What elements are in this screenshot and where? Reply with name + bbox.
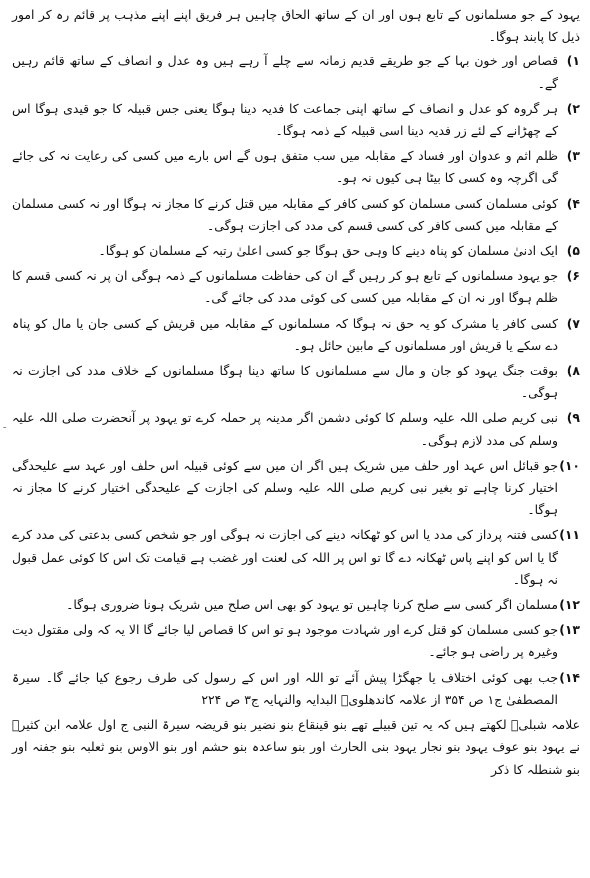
clause-number: ۵)	[566, 243, 580, 259]
clause-number: ۱۴)	[559, 669, 580, 685]
clause-text: مسلمان اگر کسی سے صلح کرنا چاہیں تو یہود کو بھی اس صلح میں شریک ہونا ضروری ہوگا۔	[66, 597, 558, 613]
clause-text: جو قبائل اس عہد اور حلف میں شریک ہیں اگر ان میں سے کوئی قبیلہ اس حلف اور عہد سے علیحدگی اختیار کرنا چاہے تو بغیر نبی کریم صلی اللہ علیہ وسلم کی اجازت کے علیحدگی اختیار کرنے کا مجاز نہ ہوگا۔	[12, 457, 558, 518]
clause-list	[12, 50, 580, 711]
clause-6	[12, 265, 580, 309]
clause-text: کسی کافر یا مشرک کو یہ حق نہ ہوگا کہ مسلمانوں کے مقابلہ میں قریش کے کسی جان یا مال کو پناہ دے سکے یا قریش اور مسلمانوں کے مابین حائل ہو۔	[12, 315, 558, 353]
margin-mark: -	[3, 422, 7, 433]
clause-number: ۱)	[566, 53, 580, 69]
clause-8	[12, 360, 580, 404]
clause-number: ۳)	[566, 148, 580, 164]
footer-paragraph: علامہ شبلیؒ لکھتے ہیں کہ یہ تین قبیلے تھے بنو قینقاع بنو نضیر بنو قریضہ سیرۃ النبی ج اول علامہ ابن کثیرؒ نے یہود بنو عوف یہود بنو نجار یہود بنی الحارث اور بنو ساعدہ بنو حشم اور بنو الاوس بنو ثعلبہ بنو جفنہ اور بنو شنطلہ کا ذکر	[12, 717, 580, 777]
clause-12	[12, 594, 580, 616]
clause-number: ۸)	[566, 363, 580, 379]
clause-4	[12, 193, 580, 237]
clause-text: کوئی مسلمان کسی مسلمان کو کسی کافر کے مقابلہ میں قتل کرنے کا مجاز نہ ہوگا اور نہ کسی مسلمان کے مقابلہ میں کسی کافر کی کسی قسم کی مدد کی اجازت ہوگی۔	[12, 195, 558, 233]
clause-number: ۷)	[566, 315, 580, 331]
clause-number: ۹)	[566, 410, 580, 426]
clause-text: نبی کریم صلی اللہ علیہ وسلم کا کوئی دشمن اگر مدینہ پر حملہ کرے تو یہود پر آنحضرت صلی اللہ علیہ وسلم کی مدد لازم ہوگی۔	[12, 410, 558, 448]
clause-number: ۲)	[566, 100, 580, 116]
clause-5	[12, 240, 580, 262]
clause-number: ۶)	[566, 268, 580, 284]
clause-10	[12, 455, 580, 522]
clause-text: بوقت جنگ یہود کو جان و مال سے مسلمانوں کا ساتھ دینا ہوگا مسلمانوں کے خلاف مدد کی اجازت نہ ہوگی۔	[12, 363, 558, 401]
clause-number: ۱۰)	[559, 457, 580, 473]
clause-text: کسی فتنہ پرداز کی مدد یا اس کو ٹھکانہ دینے کی اجازت نہ ہوگی اور جو شخص کسی بدعتی کی مدد کرے گا یا اس کو اپنے پاس ٹھکانہ دے گا تو اس پر اللہ کی لعنت اور غضب ہے قیامت تک اس کا کوئی عمل قبول نہ ہوگا۔	[12, 527, 558, 587]
clause-2	[12, 98, 580, 142]
clause-text: جب بھی کوئی اختلاف یا جھگڑا پیش آئے تو اللہ اور اس کے رسول کی طرف رجوع کیا جائے گا۔ سیرۃ المصطفیٰ ج۱ ص ۳۵۴ از علامہ کاندھلویؒ البدایہ والنہایہ ج۳ ص ۲۲۴	[12, 669, 558, 707]
intro-paragraph: یہود کے جو مسلمانوں کے تابع ہوں اور ان کے ساتھ الحاق چاہیں ہر فریق اپنے اپنے مذہب پر قائم رہ کر امور ذیل کا پابند ہوگا۔	[12, 7, 580, 45]
clause-text: قصاص اور خون بہا کے جو طریقے قدیم زمانہ سے چلے آ رہے ہیں وہ عدل و انصاف کے ساتھ قائم رہیں گے۔	[12, 53, 558, 91]
clause-7	[12, 313, 580, 357]
clause-9	[12, 407, 580, 451]
clause-number: ۱۳)	[559, 622, 580, 638]
clause-number: ۴)	[566, 195, 580, 211]
clause-text: جو یہود مسلمانوں کے تابع ہو کر رہیں گے ان کی حفاظت مسلمانوں کے ذمہ ہوگی ان پر نہ کسی قسم کا ظلم ہوگا اور نہ ان کے مقابلہ میں کسی کی کوئی مدد کی جائے گی۔	[12, 268, 558, 306]
clause-13	[12, 619, 580, 663]
clause-number: ۱۱)	[559, 527, 580, 543]
clause-3	[12, 145, 580, 189]
clause-text: ہر گروہ کو عدل و انصاف کے ساتھ اپنی جماعت کا فدیہ دینا ہوگا یعنی جس قبیلہ کا جو قیدی ہوگا اس کے چھڑانے کے لئے زر فدیہ دینا اسی قبیلہ کے ذمہ ہوگا۔	[12, 100, 558, 139]
clause-number: ۱۲)	[559, 597, 580, 613]
clause-11	[12, 524, 580, 591]
clause-14	[12, 667, 580, 711]
clause-text: جو کسی مسلمان کو قتل کرے اور شہادت موجود ہو تو اس کا قصاص لیا جائے گا الا یہ کہ ولی مقتول دیت وغیرہ پر راضی ہو جائے۔	[12, 622, 558, 660]
clause-text: ظلم اثم و عدوان اور فساد کے مقابلہ میں سب متفق ہوں گے اس بارے میں کسی کی رعایت نہ کی جائے گی اگرچہ وہ کسی کا بیٹا ہی کیوں نہ ہو۔	[12, 148, 558, 186]
clause-1	[12, 50, 580, 94]
clause-text: ایک ادنیٰ مسلمان کو پناہ دینے کا وہی حق ہوگا جو کسی اعلیٰ رتبہ کے مسلمان کو ہوگا۔	[98, 243, 558, 259]
